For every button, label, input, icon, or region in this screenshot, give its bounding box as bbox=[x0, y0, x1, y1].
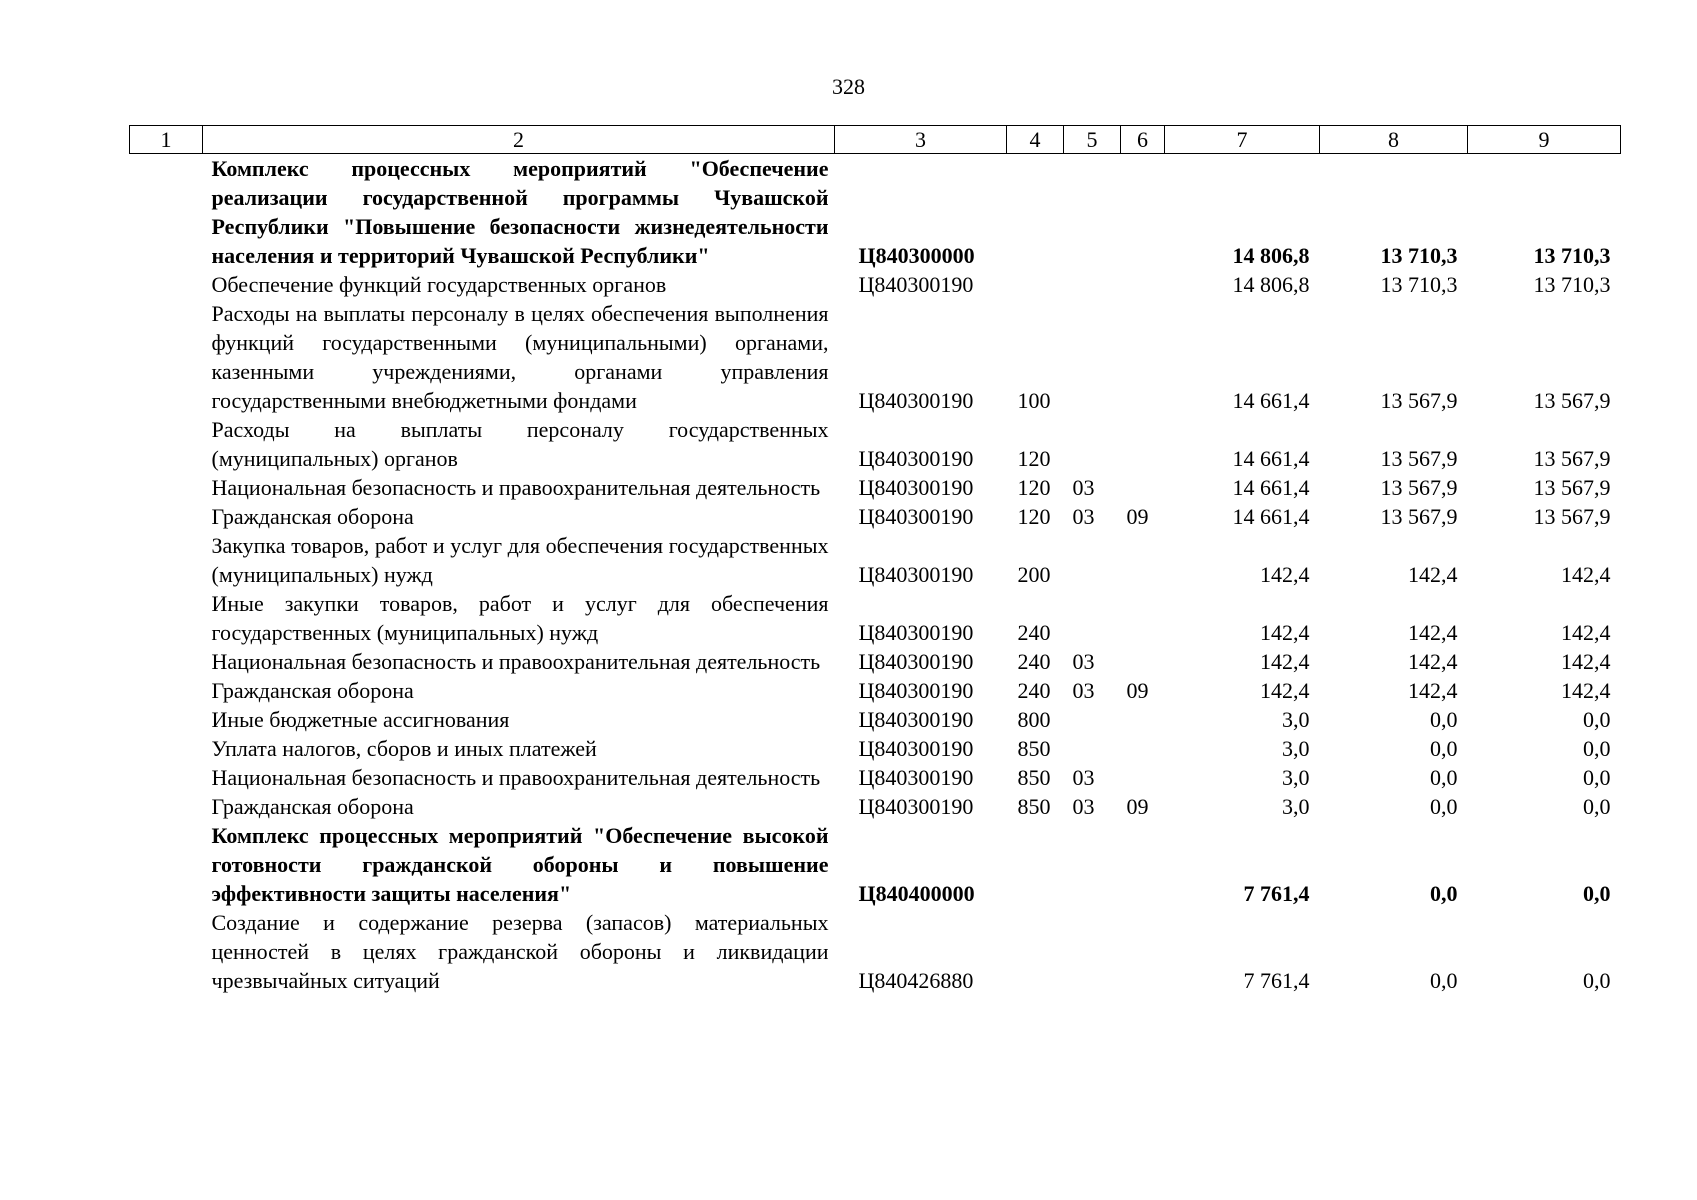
row-name: Национальная безопасность и правоохранительная деятельность bbox=[211, 649, 821, 674]
table-row bbox=[130, 821, 1621, 908]
table-row bbox=[130, 531, 1621, 589]
header-col-6: 6 bbox=[1121, 126, 1165, 154]
row-amount-col-8: 13 567,9 bbox=[1380, 388, 1458, 413]
row-target-code: Ц840300190 bbox=[858, 678, 974, 703]
row-name: Национальная безопасность и правоохранительная деятельность bbox=[211, 765, 821, 790]
row-amount-col-9: 13 710,3 bbox=[1533, 272, 1611, 297]
row-expense-type: 850 bbox=[1017, 765, 1051, 790]
row-subsection bbox=[1121, 531, 1165, 589]
header-col-4: 4 bbox=[1007, 126, 1064, 154]
row-col-1 bbox=[130, 821, 203, 908]
row-section bbox=[1064, 154, 1121, 271]
row-section bbox=[1064, 531, 1121, 589]
row-target-code: Ц840426880 bbox=[858, 968, 974, 993]
row-amount-col-8: 13 567,9 bbox=[1380, 504, 1458, 529]
header-col-3: 3 bbox=[835, 126, 1007, 154]
row-amount-col-9: 0,0 bbox=[1583, 765, 1611, 790]
table-row bbox=[130, 705, 1621, 734]
row-name: Иные бюджетные ассигнования bbox=[211, 707, 510, 732]
table-row bbox=[130, 415, 1621, 473]
row-subsection bbox=[1121, 299, 1165, 415]
row-col-1 bbox=[130, 676, 203, 705]
table-row bbox=[130, 647, 1621, 676]
row-amount-col-9: 142,4 bbox=[1561, 678, 1611, 703]
row-section bbox=[1064, 589, 1121, 647]
table-row bbox=[130, 763, 1621, 792]
header-col-5: 5 bbox=[1064, 126, 1121, 154]
row-subsection bbox=[1121, 415, 1165, 473]
row-expense-type: 100 bbox=[1017, 388, 1051, 413]
row-target-code: Ц840300190 bbox=[858, 736, 974, 761]
row-amount-col-9: 13 567,9 bbox=[1533, 504, 1611, 529]
row-amount-col-8: 13 567,9 bbox=[1380, 475, 1458, 500]
row-amount-col-9: 13 567,9 bbox=[1533, 475, 1611, 500]
row-expense-type: 850 bbox=[1017, 794, 1051, 819]
header-col-9: 9 bbox=[1468, 126, 1621, 154]
row-amount-col-7: 142,4 bbox=[1260, 678, 1310, 703]
row-amount-col-9: 0,0 bbox=[1583, 881, 1611, 906]
row-target-code: Ц840300000 bbox=[858, 243, 975, 268]
row-subsection bbox=[1121, 589, 1165, 647]
row-col-1 bbox=[130, 647, 203, 676]
row-col-1 bbox=[130, 589, 203, 647]
table-row bbox=[130, 154, 1621, 271]
row-section bbox=[1064, 908, 1121, 995]
row-col-1 bbox=[130, 154, 203, 271]
row-expense-type: 800 bbox=[1017, 707, 1051, 732]
row-amount-col-7: 3,0 bbox=[1282, 765, 1310, 790]
row-amount-col-8: 142,4 bbox=[1408, 649, 1458, 674]
row-col-1 bbox=[130, 473, 203, 502]
row-amount-col-8: 0,0 bbox=[1430, 881, 1458, 906]
row-subsection bbox=[1121, 270, 1165, 299]
row-amount-col-7: 142,4 bbox=[1260, 562, 1310, 587]
row-amount-col-8: 0,0 bbox=[1430, 794, 1458, 819]
row-subsection bbox=[1121, 154, 1165, 271]
row-amount-col-9: 13 567,9 bbox=[1533, 388, 1611, 413]
row-amount-col-9: 142,4 bbox=[1561, 620, 1611, 645]
row-expense-type: 120 bbox=[1017, 504, 1051, 529]
row-expense-type bbox=[1007, 270, 1064, 299]
row-name: Обеспечение функций государственных органов bbox=[211, 272, 667, 297]
row-amount-col-9: 0,0 bbox=[1583, 707, 1611, 732]
row-name: Гражданская оборона bbox=[211, 678, 414, 703]
row-expense-type: 120 bbox=[1017, 446, 1051, 471]
row-section bbox=[1064, 270, 1121, 299]
row-target-code: Ц840300190 bbox=[858, 562, 974, 587]
row-amount-col-7: 3,0 bbox=[1282, 794, 1310, 819]
row-subsection bbox=[1121, 821, 1165, 908]
row-target-code: Ц840300190 bbox=[858, 649, 974, 674]
row-subsection bbox=[1121, 763, 1165, 792]
row-amount-col-7: 14 661,4 bbox=[1232, 446, 1310, 471]
row-expense-type: 200 bbox=[1017, 562, 1051, 587]
row-amount-col-9: 13 710,3 bbox=[1533, 243, 1611, 268]
table-row bbox=[130, 589, 1621, 647]
row-amount-col-7: 3,0 bbox=[1282, 707, 1310, 732]
row-amount-col-7: 14 661,4 bbox=[1232, 504, 1310, 529]
row-amount-col-9: 13 567,9 bbox=[1533, 446, 1611, 471]
table-row bbox=[130, 299, 1621, 415]
row-expense-type: 240 bbox=[1017, 649, 1051, 674]
row-subsection: 09 bbox=[1126, 678, 1149, 703]
row-expense-type: 120 bbox=[1017, 475, 1051, 500]
row-expense-type bbox=[1007, 821, 1064, 908]
row-subsection bbox=[1121, 473, 1165, 502]
row-amount-col-9: 142,4 bbox=[1561, 649, 1611, 674]
row-target-code: Ц840300190 bbox=[858, 707, 974, 732]
row-col-1 bbox=[130, 705, 203, 734]
table-row bbox=[130, 792, 1621, 821]
row-col-1 bbox=[130, 763, 203, 792]
row-amount-col-8: 0,0 bbox=[1430, 765, 1458, 790]
table-row bbox=[130, 473, 1621, 502]
row-amount-col-8: 142,4 bbox=[1408, 678, 1458, 703]
row-target-code: Ц840300190 bbox=[858, 272, 974, 297]
row-section: 03 bbox=[1072, 475, 1095, 500]
row-name: Уплата налогов, сборов и иных платежей bbox=[211, 736, 597, 761]
row-amount-col-7: 142,4 bbox=[1260, 620, 1310, 645]
row-section bbox=[1064, 415, 1121, 473]
row-name: Расходы на выплаты персоналу государственных (муниципальных) органов bbox=[211, 417, 829, 471]
row-target-code: Ц840300190 bbox=[858, 504, 974, 529]
row-name: Гражданская оборона bbox=[211, 794, 414, 819]
row-col-1 bbox=[130, 531, 203, 589]
row-subsection: 09 bbox=[1126, 504, 1149, 529]
header-col-1: 1 bbox=[130, 126, 203, 154]
row-amount-col-8: 13 710,3 bbox=[1380, 272, 1458, 297]
row-subsection bbox=[1121, 908, 1165, 995]
row-amount-col-7: 14 806,8 bbox=[1232, 272, 1310, 297]
row-col-1 bbox=[130, 270, 203, 299]
table-row bbox=[130, 908, 1621, 995]
row-amount-col-7: 3,0 bbox=[1282, 736, 1310, 761]
row-amount-col-8: 0,0 bbox=[1430, 968, 1458, 993]
row-amount-col-8: 0,0 bbox=[1430, 707, 1458, 732]
header-col-8: 8 bbox=[1320, 126, 1468, 154]
row-amount-col-8: 13 567,9 bbox=[1380, 446, 1458, 471]
row-col-1 bbox=[130, 734, 203, 763]
row-section: 03 bbox=[1072, 794, 1095, 819]
row-expense-type: 240 bbox=[1017, 620, 1051, 645]
header-col-2: 2 bbox=[203, 126, 835, 154]
row-amount-col-8: 13 710,3 bbox=[1380, 243, 1458, 268]
row-name: Создание и содержание резерва (запасов) материальных ценностей в целях гражданской обороны и ликвидации чрезвычайных ситуаций bbox=[211, 910, 829, 993]
row-subsection bbox=[1121, 734, 1165, 763]
row-amount-col-9: 0,0 bbox=[1583, 794, 1611, 819]
table-body bbox=[130, 154, 1621, 996]
row-expense-type: 240 bbox=[1017, 678, 1051, 703]
row-section: 03 bbox=[1072, 649, 1095, 674]
table-row bbox=[130, 270, 1621, 299]
row-name: Закупка товаров, работ и услуг для обеспечения государственных (муниципальных) нужд bbox=[211, 533, 829, 587]
table-row bbox=[130, 676, 1621, 705]
row-section bbox=[1064, 734, 1121, 763]
row-target-code: Ц840300190 bbox=[858, 620, 974, 645]
row-expense-type bbox=[1007, 154, 1064, 271]
row-col-1 bbox=[130, 792, 203, 821]
table-row bbox=[130, 502, 1621, 531]
row-col-1 bbox=[130, 415, 203, 473]
row-target-code: Ц840300190 bbox=[858, 446, 974, 471]
row-name: Национальная безопасность и правоохранительная деятельность bbox=[211, 475, 821, 500]
row-section bbox=[1064, 705, 1121, 734]
row-name: Комплекс процессных мероприятий "Обеспечение реализации государственной программы Чувашской Республики "Повышение безопасности жизнедеятельности населения и территорий Чувашской Республики" bbox=[211, 156, 829, 268]
header-col-7: 7 bbox=[1165, 126, 1320, 154]
row-col-1 bbox=[130, 299, 203, 415]
budget-table bbox=[129, 125, 1621, 995]
row-section bbox=[1064, 299, 1121, 415]
table-header-row bbox=[130, 126, 1621, 154]
row-section: 03 bbox=[1072, 678, 1095, 703]
row-col-1 bbox=[130, 502, 203, 531]
row-subsection bbox=[1121, 705, 1165, 734]
row-amount-col-9: 0,0 bbox=[1583, 736, 1611, 761]
row-name: Расходы на выплаты персоналу в целях обеспечения выполнения функций государственными (муниципальными) органами, казенными учреждениями, органами управления государственными внебюджетными фондами bbox=[211, 301, 829, 413]
page-number: 328 bbox=[832, 74, 865, 99]
row-name: Иные закупки товаров, работ и услуг для обеспечения государственных (муниципальных) нужд bbox=[211, 591, 829, 645]
row-target-code: Ц840300190 bbox=[858, 794, 974, 819]
row-section: 03 bbox=[1072, 765, 1095, 790]
row-name: Гражданская оборона bbox=[211, 504, 414, 529]
row-amount-col-8: 0,0 bbox=[1430, 736, 1458, 761]
row-expense-type bbox=[1007, 908, 1064, 995]
row-amount-col-8: 142,4 bbox=[1408, 562, 1458, 587]
row-target-code: Ц840300190 bbox=[858, 765, 974, 790]
row-amount-col-7: 142,4 bbox=[1260, 649, 1310, 674]
table-row bbox=[130, 734, 1621, 763]
row-amount-col-7: 7 761,4 bbox=[1243, 968, 1310, 993]
row-amount-col-7: 7 761,4 bbox=[1243, 881, 1310, 906]
row-section: 03 bbox=[1072, 504, 1095, 529]
row-subsection: 09 bbox=[1126, 794, 1149, 819]
row-amount-col-7: 14 661,4 bbox=[1232, 475, 1310, 500]
row-subsection bbox=[1121, 647, 1165, 676]
row-target-code: Ц840300190 bbox=[858, 475, 974, 500]
row-amount-col-7: 14 806,8 bbox=[1232, 243, 1310, 268]
row-name: Комплекс процессных мероприятий "Обеспечение высокой готовности гражданской обороны и повышение эффективности защиты населения" bbox=[211, 823, 829, 906]
row-amount-col-9: 0,0 bbox=[1583, 968, 1611, 993]
row-amount-col-8: 142,4 bbox=[1408, 620, 1458, 645]
row-expense-type: 850 bbox=[1017, 736, 1051, 761]
row-amount-col-9: 142,4 bbox=[1561, 562, 1611, 587]
row-col-1 bbox=[130, 908, 203, 995]
row-target-code: Ц840400000 bbox=[858, 881, 975, 906]
row-target-code: Ц840300190 bbox=[858, 388, 974, 413]
row-amount-col-7: 14 661,4 bbox=[1232, 388, 1310, 413]
row-section bbox=[1064, 821, 1121, 908]
